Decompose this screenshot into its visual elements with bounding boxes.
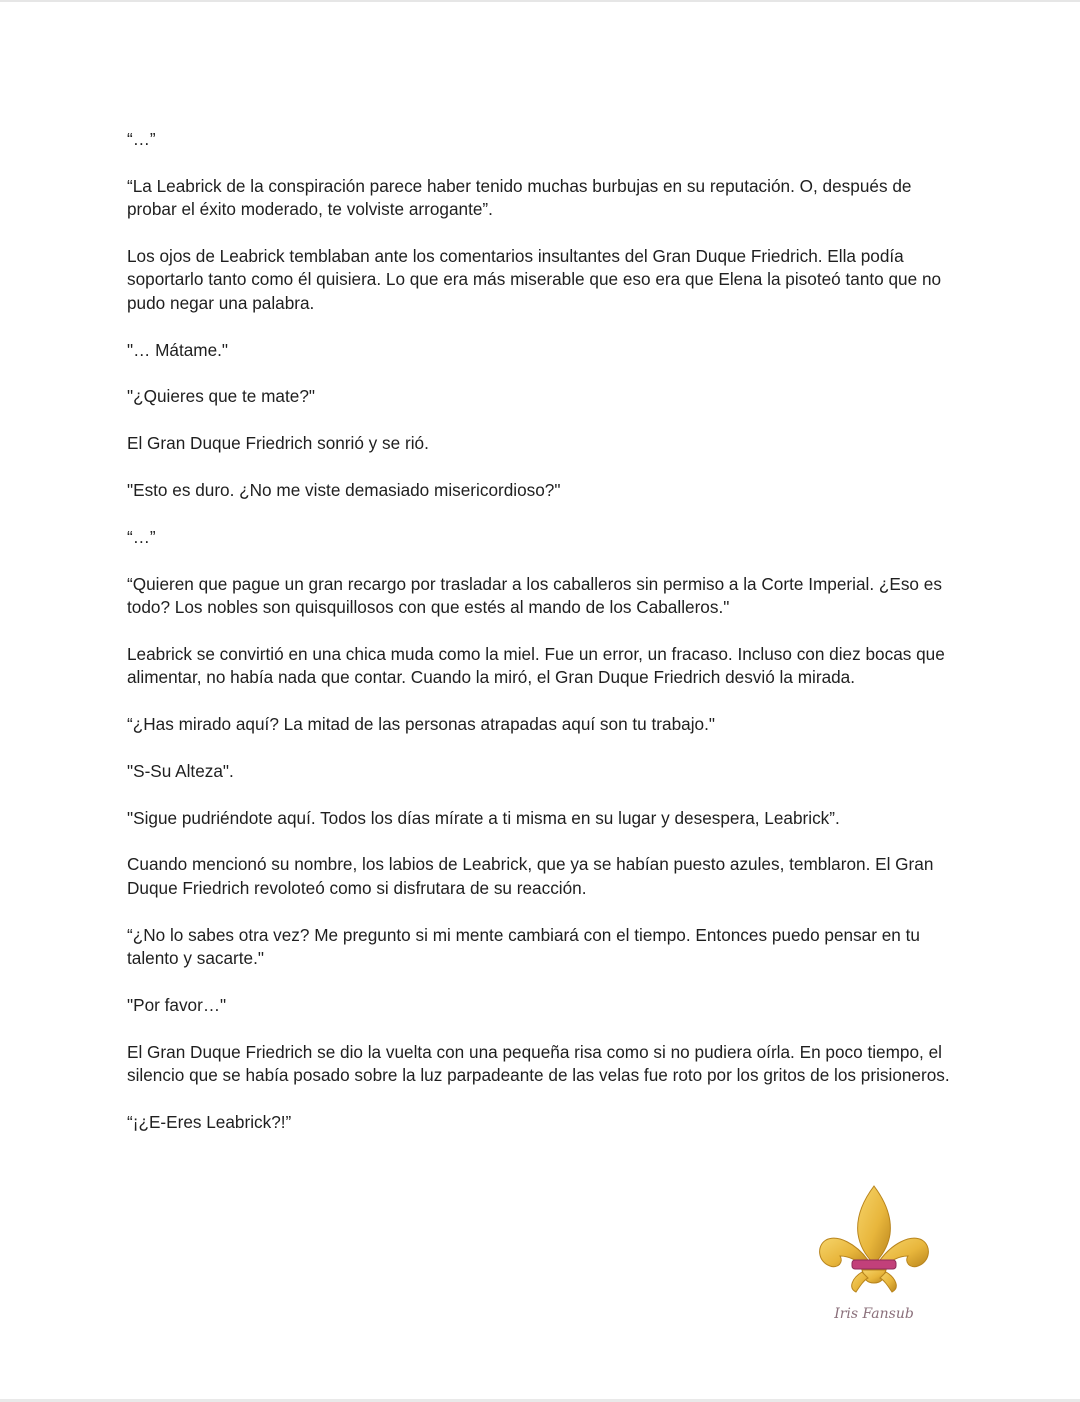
- fleur-de-lis-icon: [812, 1180, 937, 1325]
- document-body: [127, 128, 952, 1158]
- paragraph: El Gran Duque Friedrich sonrió y se rió.: [127, 433, 429, 454]
- paragraph: "Esto es duro. ¿No me viste demasiado misericordioso?": [127, 480, 561, 500]
- paragraph: Leabrick se convirtió en una chica muda como la miel. Fue un error, un fracaso. Incluso con diez bocas que alimentar, no había nada que contar. Cuando la miró, el Gran Duque Friedrich desvió la mirada.: [127, 643, 945, 688]
- page-top-edge: [0, 0, 1080, 2]
- paragraph: “¿No lo sabes otra vez? Me pregunto si mi mente cambiará con el tiempo. Entonces puedo pensar en tu talento y sacarte.": [127, 924, 920, 968]
- paragraph: "Por favor…": [127, 994, 227, 1015]
- paragraph: El Gran Duque Friedrich se dio la vuelta con una pequeña risa como si no pudiera oírla. En poco tiempo, el silencio que se había posado sobre la luz parpadeante de las velas fue roto por los gritos de los prisioneros.: [127, 1041, 950, 1085]
- paragraph: “¿Has mirado aquí? La mitad de las personas atrapadas aquí son tu trabajo.": [127, 714, 715, 734]
- paragraph: “La Leabrick de la conspiración parece haber tenido muchas burbujas en su reputación. O, después de probar el éxito moderado, te volviste arrogante”.: [127, 175, 912, 220]
- paragraph: “…”: [127, 129, 156, 149]
- paragraph: "¿Quieres que te mate?": [127, 386, 315, 407]
- paragraph: Los ojos de Leabrick temblaban ante los comentarios insultantes del Gran Duque Friedrich. Ella podía soportarlo tanto como él quisiera. Lo que era más miserable que eso era que Elena la pisoteó tanto que no pudo negar una palabra.: [127, 246, 942, 313]
- fansub-logo: [812, 1180, 937, 1325]
- paragraph: Cuando mencionó su nombre, los labios de Leabrick, que ya se habían puesto azules, temblaron. El Gran Duque Friedrich revoloteó como si disfrutara de su reacción.: [127, 854, 934, 898]
- paragraph: “¡¿E-Eres Leabrick?!”: [127, 1111, 292, 1132]
- paragraph: "… Mátame.": [127, 339, 229, 360]
- paragraph: "S-Su Alteza".: [127, 760, 234, 781]
- logo-signature: Iris Fansub: [834, 1306, 914, 1322]
- paragraph: “Quieren que pague un gran recargo por trasladar a los caballeros sin permiso a la Corte Imperial. ¿Eso es todo? Los nobles son quisquillosos con que estés al mando de los Caballeros.": [127, 573, 942, 617]
- paragraph: “…”: [127, 526, 156, 547]
- paragraph: "Sigue pudriéndote aquí. Todos los días mírate a ti misma en su lugar y desespera, Leabrick”.: [127, 807, 840, 828]
